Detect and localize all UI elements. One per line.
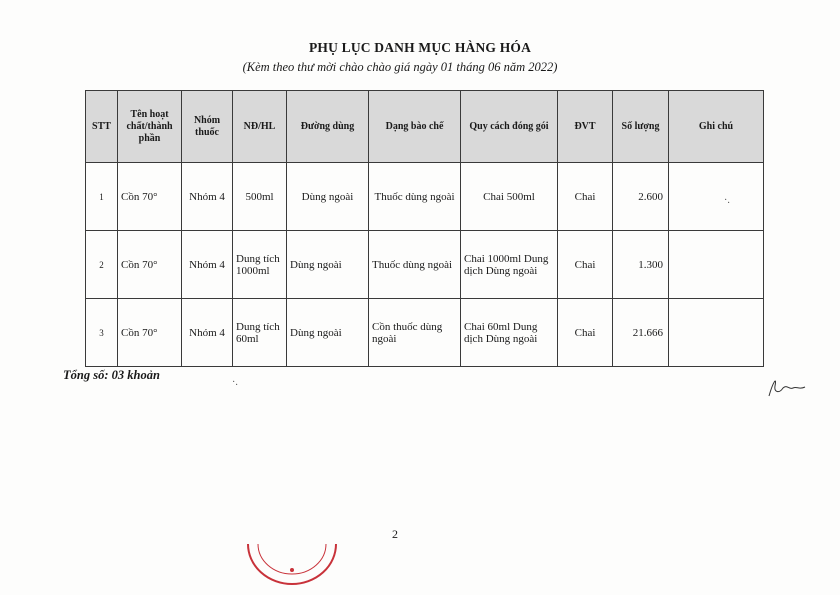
cell-group: Nhóm 4 — [182, 163, 233, 231]
cell-notes — [669, 163, 764, 231]
header-route: Đường dùng — [287, 91, 369, 163]
cell-unit: Chai — [558, 231, 613, 299]
header-notes: Ghi chú — [669, 91, 764, 163]
header-concentration: NĐ/HL — [233, 91, 287, 163]
table-row — [86, 231, 764, 299]
cell-notes — [669, 231, 764, 299]
header-unit: ĐVT — [558, 91, 613, 163]
cell-ingredient: Cồn 70° — [118, 299, 182, 367]
cell-stt: 3 — [86, 299, 118, 367]
page-number: 2 — [392, 527, 398, 541]
scan-mark: ·. — [232, 377, 238, 388]
cell-ingredient: Cồn 70° — [118, 163, 182, 231]
cell-dosage-form: Cồn thuốc dùng ngoài — [369, 299, 461, 367]
cell-quantity: 1.300 — [613, 231, 669, 299]
header-packaging: Quy cách đóng gói — [461, 91, 558, 163]
page-title: PHỤ LỤC DANH MỤC HÀNG HÓA — [308, 40, 532, 55]
goods-table — [85, 90, 764, 367]
cell-unit: Chai — [558, 299, 613, 367]
cell-concentration: Dung tích 60ml — [233, 299, 287, 367]
cell-dosage-form: Thuốc dùng ngoài — [369, 231, 461, 299]
signature-mark — [765, 372, 811, 402]
cell-stt: 2 — [86, 231, 118, 299]
cell-route: Dùng ngoài — [287, 231, 369, 299]
cell-concentration: Dung tích 1000ml — [233, 231, 287, 299]
cell-concentration: 500ml — [233, 163, 287, 231]
cell-unit: Chai — [558, 163, 613, 231]
cell-dosage-form: Thuốc dùng ngoài — [369, 163, 461, 231]
red-stamp — [244, 540, 340, 588]
table-header-row — [86, 91, 764, 163]
header-dosage-form: Dạng bào chế — [369, 91, 461, 163]
cell-packaging: Chai 1000ml Dung dịch Dùng ngoài — [461, 231, 558, 299]
cell-stt: 1 — [86, 163, 118, 231]
cell-packaging: Chai 500ml — [461, 163, 558, 231]
cell-ingredient: Cồn 70° — [118, 231, 182, 299]
scan-mark: ·. — [724, 195, 730, 206]
total-count: Tổng số: 03 khoản — [63, 368, 160, 382]
cell-route: Dùng ngoài — [287, 299, 369, 367]
cell-group: Nhóm 4 — [182, 299, 233, 367]
cell-route: Dùng ngoài — [287, 163, 369, 231]
header-drug-group: Nhóm thuốc — [182, 91, 233, 163]
cell-quantity: 21.666 — [613, 299, 669, 367]
cell-group: Nhóm 4 — [182, 231, 233, 299]
header-stt: STT — [86, 91, 118, 163]
cell-quantity: 2.600 — [613, 163, 669, 231]
cell-notes — [669, 299, 764, 367]
table-row — [86, 163, 764, 231]
header-quantity: Số lượng — [613, 91, 669, 163]
header-active-ingredient: Tên hoạt chất/thành phần — [118, 91, 182, 163]
cell-packaging: Chai 60ml Dung dịch Dùng ngoài — [461, 299, 558, 367]
table-row — [86, 299, 764, 367]
page-subtitle: (Kèm theo thư mời chào chào giá ngày 01 tháng 06 năm 2022) — [242, 60, 558, 74]
